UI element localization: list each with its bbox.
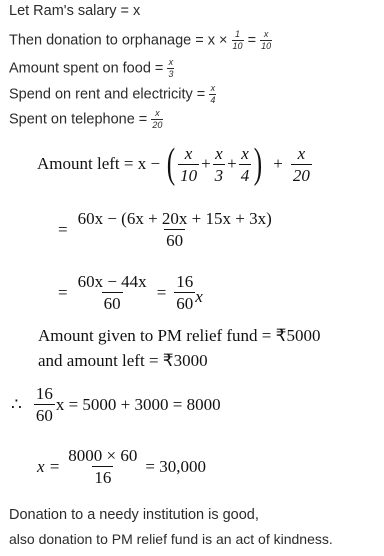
fraction-x-twentieth: $\frac{x}{20}$ [152,108,163,130]
frac-x-3: $\frac{x}{3}$ [214,143,224,185]
pm-relief-line: Amount given to PM relief fund = ₹5000 [38,326,321,345]
frac-combined: $\frac{60x - (6x + 20x + 15x + 3x)}{60}$ [77,209,272,250]
final-equation: x = $\frac{8000 \times 60}{16}$ = 30,000 [37,446,206,487]
line-telephone: Spent on telephone = $\frac{x}{20}$ [9,108,163,130]
therefore-equation: ∴ $\frac{16}{60}$ x = 5000 + 3000 = 8000 [11,384,221,425]
amount-left-line: and amount left = ₹3000 [38,351,208,370]
frac-60x-minus-44x: $\frac{60x - 44x}{60}$ [77,272,147,313]
frac-16-60: $\frac{16}{60}$ [176,272,194,313]
step-combined-fraction: = $\frac{60x - (6x + 20x + 15x + 3x)}{60}$ [58,209,272,250]
conclusion-line-1: Donation to a needy institution is good, [9,507,259,523]
fraction-x-third: $\frac{x}{3}$ [168,57,174,79]
frac-x-10: $\frac{x}{10}$ [180,143,198,185]
conclusion-line-2: also donation to PM relief fund is an act of kindness. [9,531,333,547]
frac-16-60-b: $\frac{16}{60}$ [35,384,53,425]
line-salary: Let Ram's salary = x [9,3,141,19]
line-rent: Spend on rent and electricity = $\frac{x}{4}$ [9,83,216,105]
line-food: Amount spent on food = $\frac{x}{3}$ [9,57,174,79]
line-orphanage: Then donation to orphanage = x × $\frac{1}{10}$ = $\frac{x}{10}$ [9,29,272,51]
frac-x-20: $\frac{x}{20}$ [292,143,310,185]
fraction-x-tenth: $\frac{x}{10}$ [261,29,272,51]
frac-x-4: $\frac{x}{4}$ [240,143,250,185]
amount-left-equation: Amount left = x − ( $\frac{x}{10}$ + $\frac{x}{3}$ + $\frac{x}{4}$ ) + $\frac{x}{20}$ [37,141,310,187]
frac-8000x60-16: $\frac{8000 \times 60}{16}$ [68,446,138,487]
fraction-one-tenth: $\frac{1}{10}$ [232,29,243,51]
fraction-x-quarter: $\frac{x}{4}$ [210,83,216,105]
step-simplified: = $\frac{60x - 44x}{60}$ = $\frac{16}{60}$ x [58,272,203,313]
